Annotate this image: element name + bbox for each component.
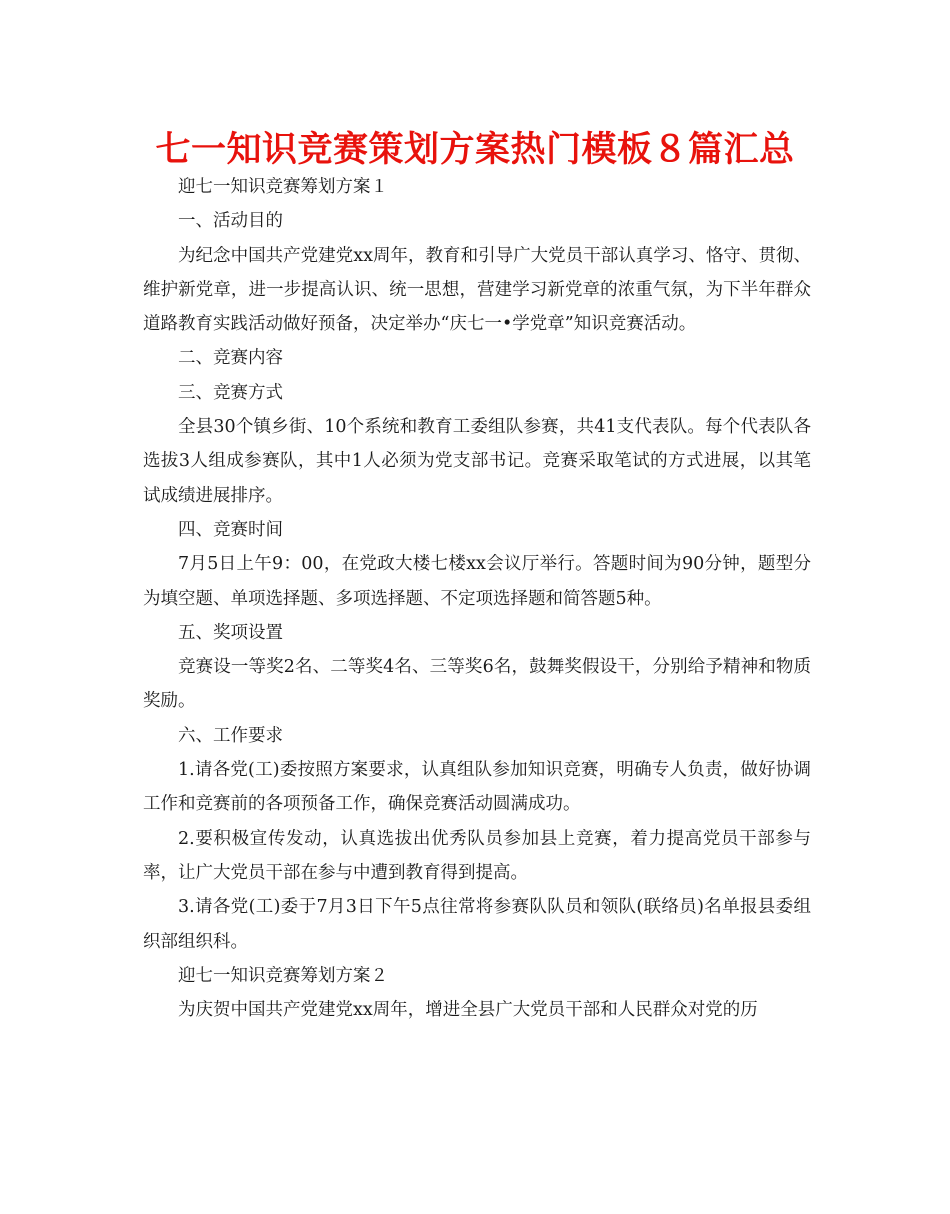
paragraph-requirement-1: 1.请各党(工)委按照方案要求，认真组队参加知识竞赛，明确专人负责，做好协调工作和竞赛前的各项预备工作，确保竞赛活动圆满成功。 xyxy=(143,760,811,815)
paragraph-awards: 竞赛设一等奖2名、二等奖4名、三等奖6名，鼓舞奖假设干，分别给予精神和物质奖励。 xyxy=(143,657,811,712)
paragraph-purpose: 为纪念中国共产党建党xx周年，教育和引导广大党员干部认真学习、恪守、贯彻、维护新党章，进一步提高认识、统一思想，营建学习新党章的浓重气氛，为下半年群众道路教育实践活动做好预备，决定举办“庆七一•学党章”知识竞赛活动。 xyxy=(143,245,811,335)
document-body xyxy=(143,170,811,1027)
heading-activity-purpose: 一、活动目的 xyxy=(178,211,283,232)
document-title: 七一知识竞赛策划方案热门模板８篇汇总 xyxy=(155,130,795,170)
heading-work-requirements: 六、工作要求 xyxy=(178,725,283,746)
heading-competition-content: 二、竞赛内容 xyxy=(178,348,283,369)
section-heading-plan-1: 迎七一知识竞赛筹划方案１ xyxy=(178,177,388,197)
section-heading-plan-2: 迎七一知识竞赛筹划方案２ xyxy=(178,965,388,986)
paragraph-requirement-2: 2.要积极宣传发动，认真选拔出优秀队员参加县上竞赛，着力提高党员干部参与率，让广大党员干部在参与中遭到教育得到提高。 xyxy=(143,828,811,883)
paragraph-requirement-3: 3.请各党(工)委于7月3日下午5点往常将参赛队队员和领队(联络员)名单报县委组织部组织科。 xyxy=(143,897,811,952)
paragraph-plan-2-intro: 为庆贺中国共产党建党xx周年，增进全县广大党员干部和人民群众对党的历 xyxy=(178,1000,758,1021)
heading-competition-format: 三、竞赛方式 xyxy=(178,382,283,403)
heading-awards: 五、奖项设置 xyxy=(178,622,283,643)
paragraph-time: 7月5日上午9：00，在党政大楼七楼xx会议厅举行。答题时间为90分钟，题型分为填空题、单项选择题、多项选择题、不定项选择题和简答题5种。 xyxy=(143,554,811,609)
heading-competition-time: 四、竞赛时间 xyxy=(178,519,283,540)
paragraph-format: 全县30个镇乡街、10个系统和教育工委组队参赛，共41支代表队。每个代表队各选拔3人组成参赛队，其中1人必须为党支部书记。竞赛采取笔试的方式进展，以其笔试成绩进展排序。 xyxy=(143,417,811,506)
